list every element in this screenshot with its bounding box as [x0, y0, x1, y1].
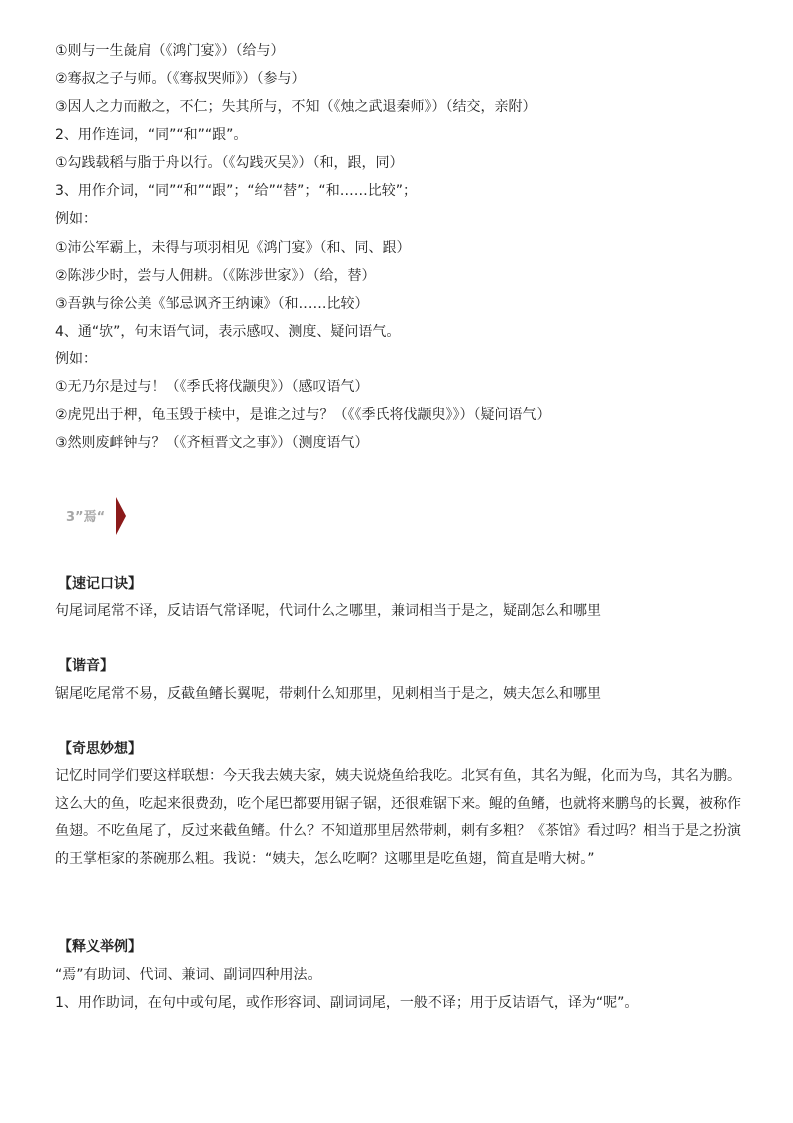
text-line: ③吾孰与徐公美《邹忌讽齐王纳谏》（和……比较）	[55, 296, 369, 312]
section-text-shiyi-2: 1、用作助词，在句中或句尾，或作形容词、副词词尾，一般不译；用于反诘语气，译为“呢”。	[55, 995, 639, 1011]
text-line: ②虎兕出于柙，龟玉毁于椟中，是谁之过与？（《《季氏将伐颛臾》》）（疑问语气）	[55, 407, 551, 423]
section-paragraph-qisi: 记忆时同学们要这样联想：今天我去姨夫家，姨夫说烧鱼给我吃。北冥有鱼，其名为鲲，化而为鸟，其名为鹏。这么大的鱼，吃起来很费劲，吃个尾巴都要用锯子锯，还很难锯下来。鲲的鱼鳍，也就将来鹏鸟的长翼，被称作鱼翅。不吃鱼尾了，反过来截鱼鳍。什么？不知道那里居然带刺，刺有多粗？《茶馆》看过吗？相当于是之扮演的王掌柜家的茶碗那么粗。我说：“姨夫，怎么吃啊？这哪里是吃鱼翅，简直是啃大树。”	[55, 768, 741, 867]
section-title-xieyin: 【谐音】	[58, 658, 114, 674]
text-line: 2、用作连词，“同”“和”“跟”。	[55, 127, 248, 143]
text-line: 例如：	[55, 211, 97, 227]
text-line: 3、用作介词，“同”“和”“跟”；“给”“替”；“和……比较”；	[55, 183, 417, 199]
section-banner	[60, 497, 130, 535]
text-line: 4、通“欤”，句末语气词，表示感叹、测度、疑问语气。	[55, 324, 401, 340]
section-text-shiyi-1: “焉”有助词、代词、兼词、副词四种用法。	[55, 967, 322, 983]
section-title-qisi: 【奇思妙想】	[58, 741, 142, 757]
text-line: ①沛公军霸上，未得与项羽相见《鸿门宴》（和、同、跟）	[55, 240, 411, 256]
text-line: ①则与一生彘肩（《鸿门宴》）（给与）	[55, 43, 285, 59]
section-text-suji: 句尾词尾常不译，反诘语气常译呢，代词什么之哪里，兼词相当于是之，疑副怎么和哪里	[55, 603, 601, 619]
text-line: ①勾践载稻与脂于舟以行。（《勾践灭吴》）（和，跟，同）	[55, 155, 404, 171]
section-text-xieyin: 锯尾吃尾常不易，反截鱼鳍长翼呢，带刺什么知那里，见刺相当于是之，姨夫怎么和哪里	[55, 686, 601, 702]
arrow-right-icon	[116, 497, 126, 535]
banner-label: 3”焉“	[66, 510, 106, 525]
text-line: 例如：	[55, 351, 97, 367]
text-line: ①无乃尔是过与！（《季氏将伐颛臾》）（感叹语气）	[55, 379, 369, 395]
section-title-suji: 【速记口诀】	[58, 576, 142, 592]
text-line: ②骞叔之子与师。（《骞叔哭师》）（参与）	[55, 71, 306, 87]
text-line: ③然则废衅钟与？（《齐桓晋文之事》）（测度语气）	[55, 435, 369, 451]
text-line: ②陈涉少时，尝与人佣耕。（《陈涉世家》）（给，替）	[55, 268, 376, 284]
section-title-shiyi: 【释义举例】	[58, 939, 142, 955]
text-line: ③因人之力而敝之，不仁；失其所与，不知（《烛之武退秦师》）（结交，亲附）	[55, 99, 537, 115]
